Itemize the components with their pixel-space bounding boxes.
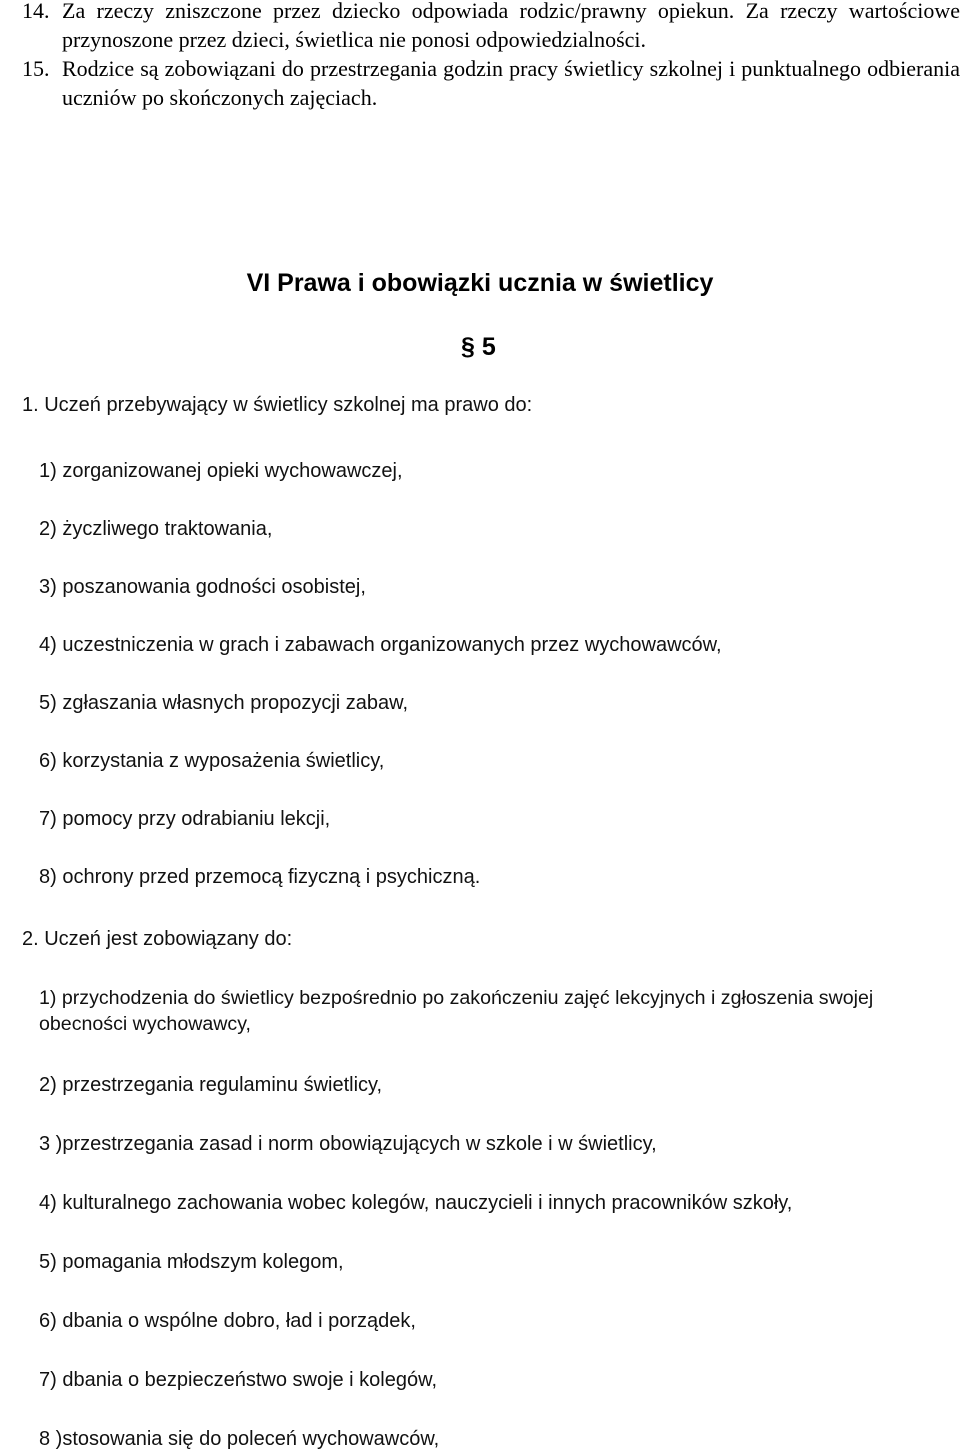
point-2-title: 2. Uczeń jest zobowiązany do:	[22, 928, 293, 950]
list-item: 7) pomocy przy odrabianiu lekcji,	[39, 808, 331, 830]
regulation-item-14	[22, 0, 960, 54]
list-item: 4) uczestniczenia w grach i zabawach organizowanych przez wychowawców,	[39, 634, 722, 656]
list-item: 2) życzliwego traktowania,	[39, 518, 273, 540]
point-1-title: 1. Uczeń przebywający w świetlicy szkolnej ma prawo do:	[22, 394, 533, 416]
list-item: 7) dbania o bezpieczeństwo swoje i kolegów,	[39, 1369, 438, 1391]
chapter-title	[0, 266, 960, 300]
list-item: 8) ochrony przed przemocą fizyczną i psychiczną.	[39, 866, 481, 888]
section-mark: § 5	[461, 333, 496, 361]
chapter-title-text: VI Prawa i obowiązki ucznia w świetlicy	[246, 269, 714, 297]
list-item: 1) przychodzenia do świetlicy bezpośrednio po zakończeniu zajęć lekcyjnych i zgłoszenia swojej obecności wychowawcy,	[39, 987, 874, 1035]
list-item: 3 )przestrzegania zasad i norm obowiązujących w szkole i w świetlicy,	[39, 1133, 657, 1155]
list-item: 4) kulturalnego zachowania wobec kolegów, nauczycieli i innych pracowników szkoły,	[39, 1192, 793, 1214]
list-item: 3) poszanowania godności osobistej,	[39, 576, 366, 598]
item-number: 14.	[22, 0, 50, 23]
regulation-item-15	[22, 54, 960, 112]
list-item: 5) pomagania młodszym kolegom,	[39, 1251, 344, 1273]
list-item: 5) zgłaszania własnych propozycji zabaw,	[39, 692, 409, 714]
list-item: 6) korzystania z wyposażenia świetlicy,	[39, 750, 385, 772]
item-text: Za rzeczy zniszczone przez dziecko odpowiada rodzic/prawny opiekun. Za rzeczy wartościowe przynoszone przez dzieci, świetlica nie ponosi odpowiedzialności.	[62, 0, 960, 52]
item-number: 15.	[22, 56, 50, 81]
regulation-items-top	[22, 0, 960, 112]
list-item: 2) przestrzegania regulaminu świetlicy,	[39, 1074, 383, 1096]
item-text: Rodzice są zobowiązani do przestrzegania godzin pracy świetlicy szkolnej i punktualnego odbierania uczniów po skończonych zajęciach.	[62, 56, 960, 110]
list-item: 1) zorganizowanej opieki wychowawczej,	[39, 460, 403, 482]
list-item: 6) dbania o wspólne dobro, ład i porządek,	[39, 1310, 416, 1332]
list-item: 8 )stosowania się do poleceń wychowawców,	[39, 1428, 440, 1450]
